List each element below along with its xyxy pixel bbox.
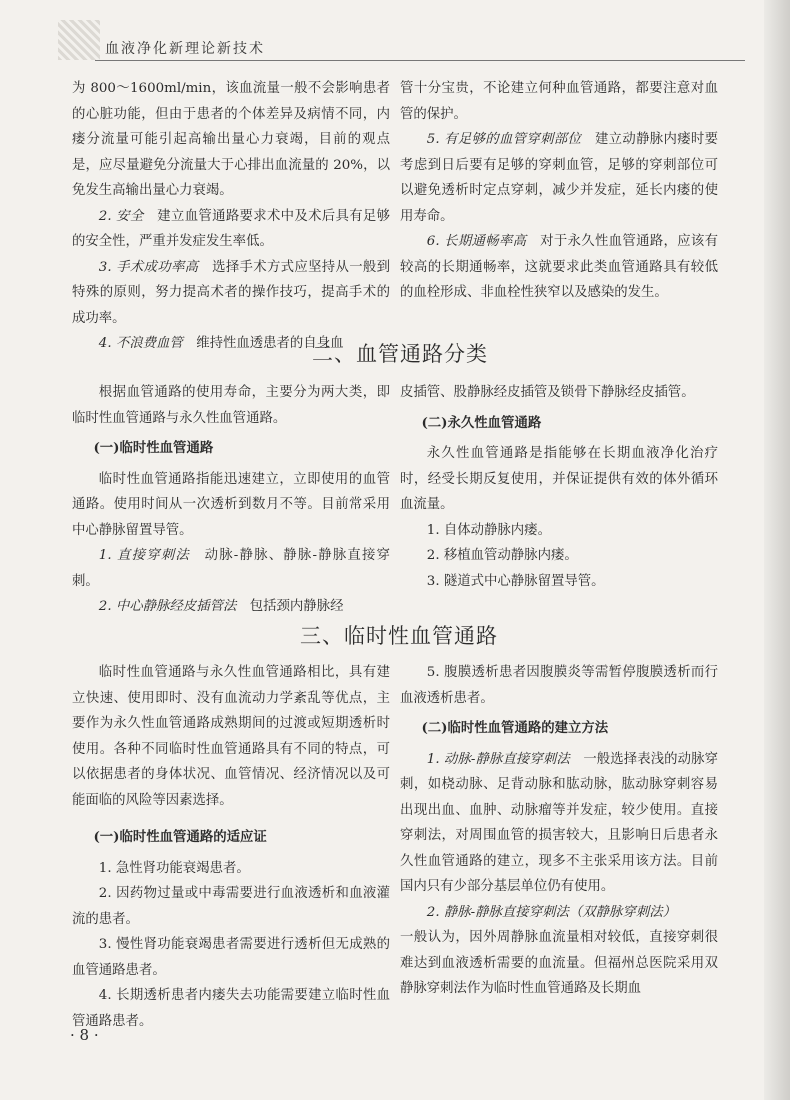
section3-left-column bbox=[72, 660, 390, 1034]
paragraph: 临时性血管通路与永久性血管通路相比，具有建立快速、使用即时、没有血流动力学紊乱等优点，主要作为永久性血管通路成熟期间的过渡或短期透析时使用。各种不同临时性血管通路具有不同的特点，可以依据患者的身体状况、血管情况、经济情况以及可能面临的风险等因素选择。 bbox=[72, 665, 390, 808]
paragraph bbox=[400, 127, 718, 229]
section2-right-column bbox=[400, 380, 718, 594]
item-text: 动脉-静脉、静脉-静脉直接穿刺。 bbox=[72, 548, 390, 589]
section2-left-column bbox=[72, 380, 390, 620]
item-text: 建立血管通路要求术中及术后具有足够的安全性，严重并发症发生率低。 bbox=[72, 208, 390, 249]
item-lead: 3. 手术成功率高 bbox=[98, 259, 199, 275]
paragraph bbox=[72, 594, 390, 620]
section-heading: 三、临时性血管通路 bbox=[300, 624, 498, 648]
header-rule bbox=[95, 60, 745, 61]
running-header-title: 血液净化新理论新技术 bbox=[105, 41, 265, 57]
paragraph: 为 800～1600ml/min，该血流量一般不会影响患者的心脏功能，但由于患者的个体差异及病情不同，内瘘分流量可能引起高输出量心力衰竭，目前的观点是，应尽量避免分流量大于心排出血流量的 20%，以免发生高输出量心力衰竭。 bbox=[72, 81, 390, 198]
subsection-heading: (二)永久性血管通路 bbox=[421, 414, 542, 431]
paragraph bbox=[400, 747, 718, 900]
page-edge-shadow bbox=[764, 0, 790, 1100]
item-lead: 6. 长期通畅率高 bbox=[426, 234, 527, 249]
item-text: 维持性血透患者的自身血 bbox=[196, 336, 344, 351]
item-text: 建立动静脉内瘘时要考虑到日后要有足够的穿刺血管，足够的穿刺部位可以避免透析时定点穿刺，减少并发症，延长内瘘的使用寿命。 bbox=[400, 132, 719, 224]
paragraph: 皮插管、股静脉经皮插管及锁骨下静脉经皮插管。 bbox=[400, 385, 695, 400]
header-decoration-icon bbox=[58, 20, 100, 60]
paragraph: 临时性血管通路指能迅速建立，立即使用的血管通路。使用时间从一次透析到数月不等。目前常采用中心静脉留置导管。 bbox=[72, 471, 390, 538]
paragraph: 管十分宝贵，不论建立何种血管通路，都要注意对血管的保护。 bbox=[400, 81, 718, 122]
paragraph bbox=[400, 900, 718, 926]
item-lead: 4. 不浪费血管 bbox=[98, 336, 183, 351]
paragraph: 根据血管通路的使用寿命，主要分为两大类，即临时性血管通路与永久性血管通路。 bbox=[72, 385, 390, 426]
subsection-heading: (一)临时性血管通路 bbox=[93, 440, 214, 456]
top-left-column bbox=[72, 76, 390, 357]
section3-right-column bbox=[400, 660, 718, 1002]
list-item: 1. 急性肾功能衰竭患者。 bbox=[98, 860, 250, 876]
list-item: 3. 慢性肾功能衰竭患者需要进行透析但无成熟的血管通路患者。 bbox=[72, 937, 390, 978]
page-number: · 8 · bbox=[70, 1026, 99, 1044]
item-text: 一般选择表浅的动脉穿刺，如桡动脉、足背动脉和肱动脉，肱动脉穿刺容易出现出血、血肿、动脉瘤等并发症，较少使用。直接穿刺法，对周围血管的损害较大，且影响日后患者永久性血管通路的建立，现多不主张采用该方法。目前国内只有少部分基层单位仍有使用。 bbox=[400, 751, 719, 894]
list-item: 3. 隧道式中心静脉留置导管。 bbox=[426, 573, 605, 589]
subsection-heading: (二)临时性血管通路的建立方法 bbox=[421, 720, 609, 736]
paragraph: 一般认为，因外周静脉血流量相对较低，直接穿刺很难达到血液透析需要的血流量。但福州总医院采用双静脉穿刺法作为临时性血管通路及长期血 bbox=[400, 930, 718, 996]
item-lead: 1. 直接穿刺法 bbox=[98, 548, 191, 563]
item-text: 选择手术方式应坚持从一般到特殊的原则，努力提高术者的操作技巧，提高手术的成功率。 bbox=[72, 259, 391, 326]
item-lead: 5. 有足够的血管穿刺部位 bbox=[426, 132, 582, 147]
item-lead: 2. 中心静脉经皮插管法 bbox=[98, 599, 237, 614]
item-lead: 2. 安全 bbox=[98, 208, 144, 224]
top-right-column bbox=[400, 76, 718, 306]
list-item: 1. 自体动静脉内瘘。 bbox=[426, 522, 551, 538]
list-item: 2. 因药物过量或中毒需要进行血液透析和血液灌流的患者。 bbox=[72, 886, 390, 927]
list-item: 2. 移植血管动静脉内瘘。 bbox=[426, 548, 578, 563]
paragraph bbox=[72, 543, 390, 594]
list-item: 5. 腹膜透析患者因腹膜炎等需暂停腹膜透析而行血液透析患者。 bbox=[400, 665, 718, 706]
list-item: 4. 长期透析患者内瘘失去功能需要建立临时性血管通路患者。 bbox=[72, 988, 390, 1029]
item-text: 对于永久性血管通路，应该有较高的长期通畅率，这就要求此类血管通路具有较低的血栓形成、非血栓性狭窄以及感染的发生。 bbox=[400, 234, 719, 300]
paragraph bbox=[72, 204, 390, 255]
section-heading: 二、血管通路分类 bbox=[312, 342, 488, 366]
paragraph: 永久性血管通路是指能够在长期血液净化治疗时，经受长期反复使用，并保证提供有效的体外循环血流量。 bbox=[400, 446, 718, 512]
item-lead: 1. 动脉-静脉直接穿刺法 bbox=[426, 751, 570, 767]
item-lead: 2. 静脉-静脉直接穿刺法（双静脉穿刺法） bbox=[426, 904, 676, 920]
paragraph bbox=[72, 255, 390, 332]
paragraph bbox=[400, 229, 718, 306]
item-text: 包括颈内静脉经 bbox=[249, 599, 344, 614]
subsection-heading: (一)临时性血管通路的适应证 bbox=[93, 829, 267, 845]
